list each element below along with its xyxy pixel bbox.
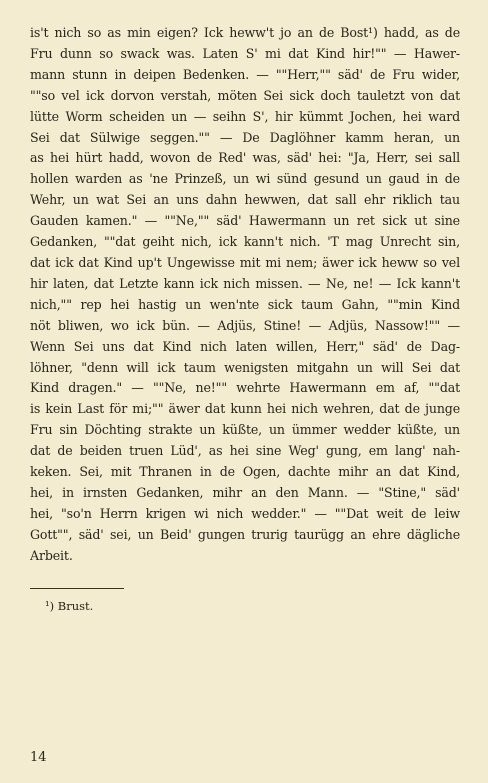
- text-line-1: is't nich so as min eigen? Ick heww't jo an de Bost¹) hadd, as de: [30, 25, 460, 40]
- text-line-25: Gott"", säd' sei, un Beid' gungen trurig taurügg an ehre dägliche: [30, 526, 460, 542]
- text-line-8: hollen warden as 'ne Prinzeß, un wi sünd gesund un gaud in de: [30, 171, 460, 187]
- body-text: [30, 23, 460, 567]
- text-line-24: hei, "so'n Herrn krigen wi nich wedder." — ""Dat weit de leiw: [30, 505, 460, 521]
- text-line-16: Wenn Sei uns dat Kind nich laten willen, Herr," säd' de Dag-: [30, 338, 460, 354]
- text-line-6: Sei dat Sülwige seggen."" — De Daglöhner kamm heran, un: [30, 129, 460, 145]
- text-line-14: nich,"" rep hei hastig un wen'nte sick taum Gahn, ""min Kind: [30, 296, 460, 312]
- text-line-26: Arbeit.: [30, 547, 73, 563]
- text-line-15: nöt bliwen, wo ick bün. — Adjüs, Stine! — Adjüs, Nassow!"" —: [30, 317, 460, 333]
- text-line-5: lütte Worm scheiden un — seihn S', hir kümmt Jochen, hei ward: [30, 108, 460, 124]
- text-line-2: Fru dunn so swack was. Laten S' mi dat Kind hir!"" — Hawer-: [30, 45, 460, 61]
- text-line-22: keken. Sei, mit Thranen in de Ogen, dachte mihr an dat Kind,: [30, 464, 460, 480]
- text-line-23: hei, in irnsten Gedanken, mihr an den Mann. — "Stine," säd': [30, 484, 460, 500]
- text-line-9: Wehr, un wat Sei an uns dahn hewwen, dat sall ehr riklich tau: [30, 192, 460, 208]
- text-line-17: löhner, "denn will ick taum wenigsten mitgahn un will Sei dat: [30, 359, 460, 375]
- text-line-7: as hei hürt hadd, wovon de Red' was, säd' hei: "Ja, Herr, sei sall: [30, 150, 460, 166]
- footnote: ¹) Brust.: [45, 599, 94, 613]
- text-line-21: dat de beiden truen Lüd', as hei sine Weg' gung, em lang' nah-: [30, 443, 460, 459]
- text-line-19: is kein Last för mi;"" äwer dat kunn hei nich wehren, dat de junge: [30, 401, 460, 417]
- text-line-3: mann stunn in deipen Bedenken. — ""Herr,"" säd' de Fru wider,: [30, 66, 460, 82]
- footnote-divider: [30, 588, 124, 589]
- page-number: 14: [30, 750, 47, 765]
- text-line-20: Fru sin Döchting strakte un küßte, un ümmer wedder küßte, un: [30, 422, 460, 438]
- text-line-11: Gedanken, ""dat geiht nich, ick kann't nich. 'T mag Unrecht sin,: [30, 234, 460, 250]
- text-line-12: dat ick dat Kind up't Ungewisse mit mi nem; äwer ick heww so vel: [30, 254, 460, 270]
- text-line-18: Kind dragen." — ""Ne, ne!"" wehrte Hawermann em af, ""dat: [30, 380, 460, 396]
- text-line-13: hir laten, dat Letzte kann ick nich missen. — Ne, ne! — Ick kann't: [30, 275, 460, 291]
- text-line-10: Gauden kamen." — ""Ne,"" säd' Hawermann un ret sick ut sine: [30, 213, 460, 229]
- text-line-4: ""so vel ick dorvon verstah, möten Sei sick doch tauletzt von dat: [30, 87, 460, 103]
